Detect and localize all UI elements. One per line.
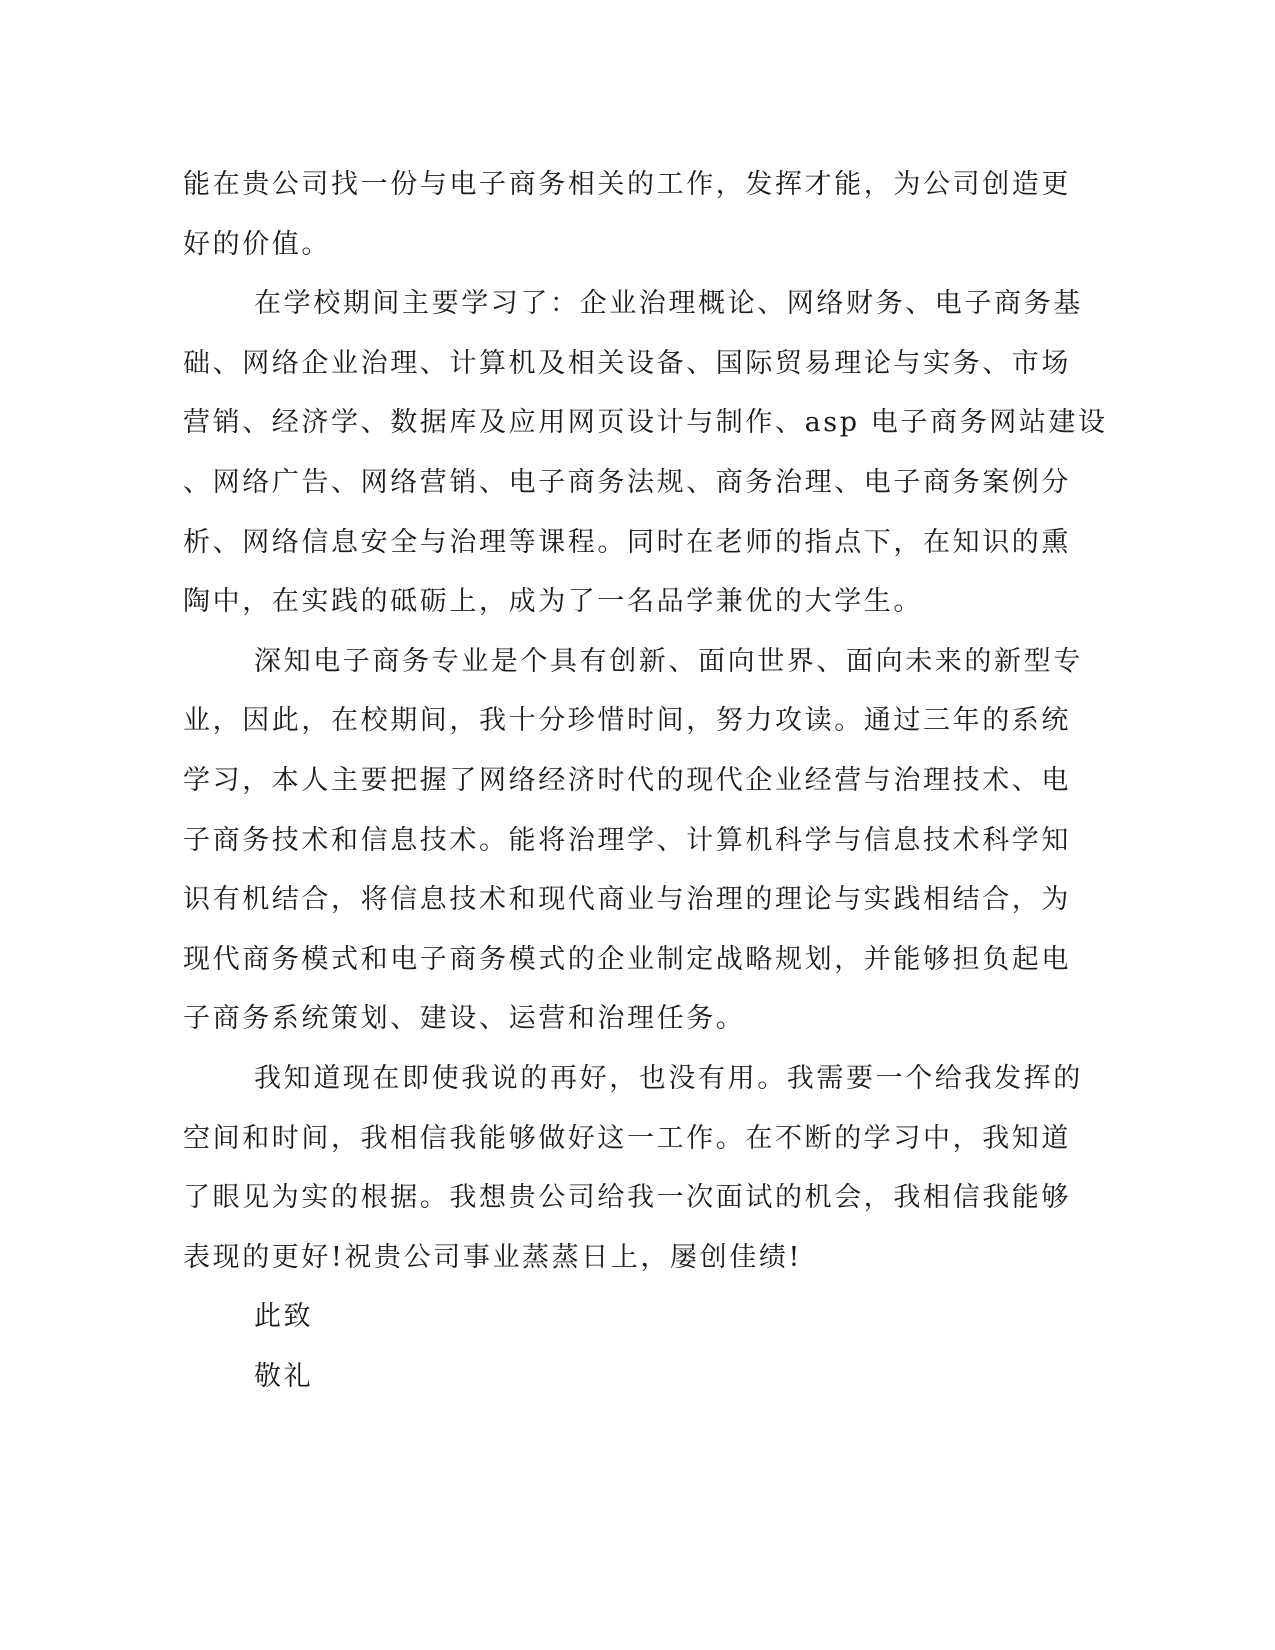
letter-body <box>183 155 1108 1406</box>
text-line: 在学校期间主要学习了：企业治理概论、网络财务、电子商务基 <box>254 288 1083 320</box>
text-line: 现代商务模式和电子商务模式的企业制定战略规划，并能够担负起电 <box>183 943 1071 975</box>
text-line: 表现的更好!祝贵公司事业蒸蒸日上，屡创佳绩! <box>183 1241 802 1273</box>
text-line: 深知电子商务专业是个具有创新、面向世界、面向未来的新型专 <box>254 645 1083 677</box>
text-line: 营销、经济学、数据库及应用网页设计与制作、asp 电子商务网站建设 <box>183 407 1108 439</box>
text-line: 、网络广告、网络营销、电子商务法规、商务治理、电子商务案例分 <box>183 466 1071 498</box>
text-line: 能在贵公司找一份与电子商务相关的工作，发挥才能，为公司创造更 <box>183 169 1071 200</box>
text-line: 础、网络企业治理、计算机及相关设备、国际贸易理论与实务、市场 <box>183 347 1071 379</box>
text-line: 我知道现在即使我说的再好，也没有用。我需要一个给我发挥的 <box>254 1062 1083 1094</box>
text-line: 业，因此，在校期间，我十分珍惜时间，努力攻读。通过三年的系统 <box>183 705 1071 737</box>
text-line: 子商务系统策划、建设、运营和治理任务。 <box>183 1003 746 1035</box>
text-line: 识有机结合，将信息技术和现代商业与治理的理论与实践相结合，为 <box>183 884 1071 916</box>
text-line: 了眼见为实的根据。我想贵公司给我一次面试的机会，我相信我能够 <box>183 1182 1071 1214</box>
closing-regards: 敬礼 <box>254 1360 314 1392</box>
closing-salutation: 此致 <box>254 1301 314 1333</box>
text-line: 空间和时间，我相信我能够做好这一工作。在不断的学习中，我知道 <box>183 1122 1071 1154</box>
text-line: 好的价值。 <box>183 228 331 260</box>
text-line: 析、网络信息安全与治理等课程。同时在老师的指点下，在知识的熏 <box>183 526 1071 558</box>
text-line: 子商务技术和信息技术。能将治理学、计算机科学与信息技术科学知 <box>183 824 1071 856</box>
text-line: 陶中，在实践的砥砺上，成为了一名品学兼优的大学生。 <box>183 586 923 618</box>
text-line: 学习，本人主要把握了网络经济时代的现代企业经营与治理技术、电 <box>183 764 1071 796</box>
